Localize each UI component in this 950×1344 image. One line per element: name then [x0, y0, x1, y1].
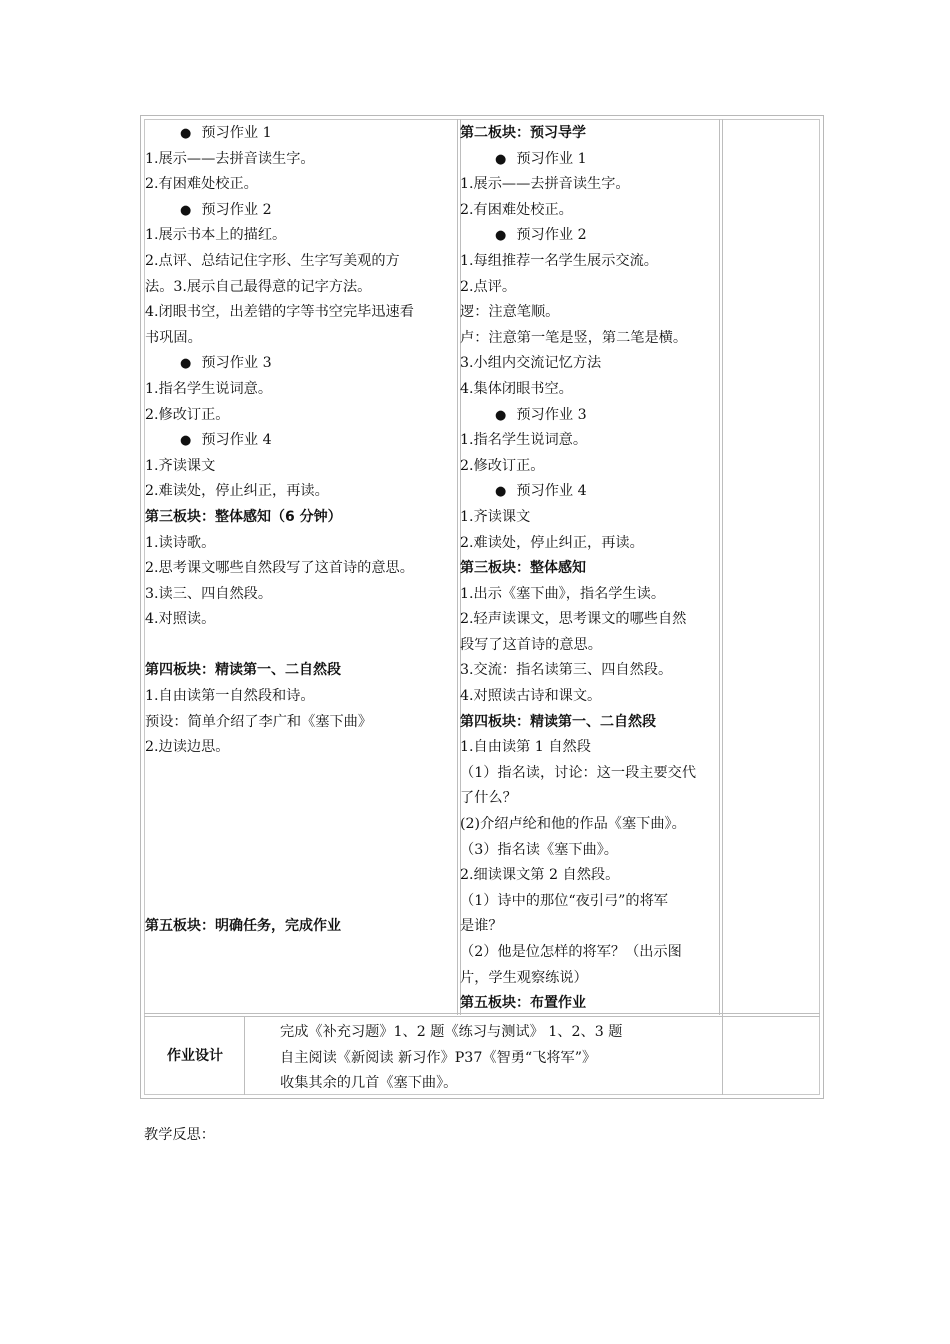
step-line: （1）指名读，讨论：这一段主要交代 [460, 764, 697, 781]
step-line: 4.集体闭眼书空。 [460, 380, 573, 397]
student-activity-column [460, 121, 718, 1017]
column-divider-notes [722, 119, 723, 1095]
step-line: 法。3.展示自己最得意的记字方法。 [145, 278, 372, 295]
step-line: 4.对照读古诗和课文。 [460, 688, 602, 705]
step-line: 2.难读处，停止纠正，再读。 [145, 483, 329, 500]
step-line: 1.齐读课文 [145, 457, 216, 474]
step-line: 1.指名学生说词意。 [460, 432, 588, 449]
assignment-item [460, 223, 718, 249]
assignment-item [460, 147, 718, 173]
blank-line [145, 863, 455, 889]
step-line: 2.点评。 [460, 278, 517, 295]
bullet-icon: ● [180, 126, 192, 141]
homework-design-label: 作业设计 [167, 1048, 223, 1064]
assignment-item [145, 121, 455, 147]
step-line: 3.读三、四自然段。 [145, 585, 273, 602]
blank-line [145, 812, 455, 838]
homework-design-content [280, 1020, 622, 1097]
step-line: 2.有困难处校正。 [145, 176, 258, 193]
step-line: 2.轻声读课文，思考课文的哪些自然 [460, 611, 687, 628]
homework-label-divider [244, 1016, 245, 1095]
step-line: 1.齐读课文 [460, 508, 531, 525]
homework-line-3: 收集其余的几首《塞下曲》。 [280, 1075, 458, 1092]
step-line: 4.闭眼书空，出差错的字等书空完毕迅速看 [145, 304, 414, 321]
assignment-item [145, 428, 455, 454]
step-line: 4.对照读。 [145, 611, 216, 628]
assignment-item [145, 198, 455, 224]
step-line: 1.展示——去拼音读生字。 [145, 150, 315, 167]
section-heading: 第三板块：整体感知（6 分钟） [145, 508, 342, 525]
step-line: 2.修改订正。 [145, 406, 230, 423]
bullet-icon: ● [180, 202, 192, 218]
step-line: 2.难读处，停止纠正，再读。 [460, 534, 644, 551]
step-line: 逻：注意笔顺。 [460, 304, 560, 321]
step-line: 预设：简单介绍了李广和《塞下曲》 [145, 713, 373, 730]
step-line: 是谁？ [460, 918, 503, 935]
bullet-icon: ● [180, 433, 192, 449]
step-line: 2.点评、总结记住字形、生字写美观的方 [145, 252, 400, 269]
step-line: 1.自由读第 1 自然段 [460, 739, 591, 756]
step-line: 2.思考课文哪些自然段写了这首诗的意思。 [145, 560, 414, 577]
blank-line [145, 889, 455, 915]
step-line: 2.有困难处校正。 [460, 201, 573, 218]
step-line: （2）他是位怎样的将军？（出示图 [460, 944, 682, 960]
step-line: (2)介绍卢纶和他的作品《塞下曲》。 [460, 816, 686, 833]
section-heading: 第五板块：明确任务，完成作业 [145, 918, 341, 935]
step-line: 1.读诗歌。 [145, 534, 216, 551]
bullet-icon: ● [495, 151, 507, 167]
blank-line [145, 786, 455, 812]
blank-line [145, 838, 455, 864]
bullet-icon: ● [495, 228, 507, 244]
teaching-reflection-label: 教学反思： [144, 1127, 215, 1143]
assignment-item-label: 预习作业 3 [201, 355, 272, 372]
section-heading: 第四板块：精读第一、二自然段 [145, 662, 341, 679]
step-line: 1.自由读第一自然段和诗。 [145, 688, 315, 705]
column-divider-right [719, 119, 720, 1015]
step-line: 2.细读课文第 2 自然段。 [460, 867, 620, 884]
step-line: 了什么？ [460, 790, 517, 807]
teacher-activity-column [145, 121, 455, 940]
bullet-icon: ● [495, 484, 507, 500]
step-line: 2.边读边思。 [145, 739, 230, 756]
homework-line-2: 自主阅读《新阅读 新习作》P37《智勇“飞将军”》 [280, 1049, 597, 1066]
assignment-item-label: 预习作业 2 [201, 201, 272, 218]
step-line: 卢：注意第一笔是竖，第二笔是横。 [460, 329, 688, 346]
section-heading: 第二板块：预习导学 [460, 125, 586, 141]
step-line: 片，学生观察练说） [460, 969, 588, 986]
blank-line [145, 761, 455, 787]
step-line: 1.指名学生说词意。 [145, 380, 273, 397]
step-line: 2.修改订正。 [460, 457, 545, 474]
assignment-item-label: 预习作业 2 [516, 227, 587, 244]
assignment-item [460, 403, 718, 429]
bullet-icon: ● [180, 356, 192, 372]
step-line: 1.每组推荐一名学生展示交流。 [460, 252, 658, 269]
blank-line [145, 633, 455, 659]
section-heading: 第三板块：整体感知 [460, 560, 586, 577]
assignment-item-label: 预习作业 4 [201, 432, 272, 449]
assignment-item-label: 预习作业 3 [516, 406, 587, 423]
section-heading: 第五板块：布置作业 [460, 995, 586, 1012]
homework-line-1: 完成《补充习题》1、2 题《练习与测试》 1、2、3 题 [280, 1024, 623, 1040]
step-line: 段写了这首诗的意思。 [460, 636, 602, 653]
step-line: 1.出示《塞下曲》，指名学生读。 [460, 585, 666, 602]
assignment-item [460, 479, 718, 505]
step-line: 书巩固。 [145, 329, 202, 346]
step-line: 3.小组内交流记忆方法 [460, 355, 602, 372]
step-line: 1.展示书本上的描红。 [145, 227, 287, 244]
step-line: （1）诗中的那位“夜引弓”的将军 [460, 892, 668, 909]
step-line: （3）指名读《塞下曲》。 [460, 841, 618, 858]
column-divider-left [457, 119, 458, 1015]
assignment-item-label: 预习作业 1 [201, 125, 272, 141]
assignment-item-label: 预习作业 4 [516, 483, 587, 500]
assignment-item-label: 预习作业 1 [516, 150, 587, 167]
step-line: 1.展示——去拼音读生字。 [460, 176, 630, 193]
section-heading: 第四板块：精读第一、二自然段 [460, 713, 656, 730]
bullet-icon: ● [495, 407, 507, 423]
step-line: 3.交流：指名读第三、四自然段。 [460, 662, 673, 679]
assignment-item [145, 351, 455, 377]
